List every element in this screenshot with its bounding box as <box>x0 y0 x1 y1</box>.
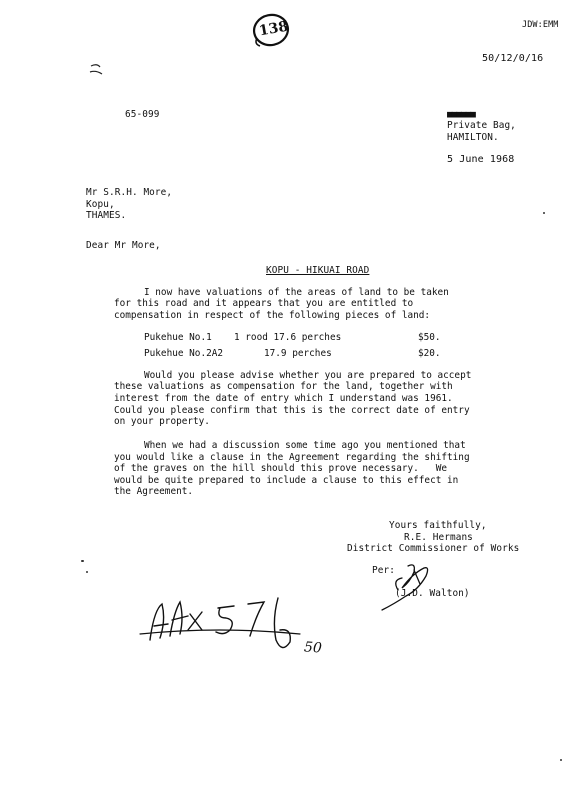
paragraph2-line5: on your property. <box>114 416 210 427</box>
valediction: Yours faithfully, <box>389 520 487 531</box>
scan-speck <box>86 571 88 573</box>
scan-speck <box>560 759 562 761</box>
recipient-line1: Kopu, <box>86 199 115 210</box>
file-number: 50/12/0/16 <box>482 53 544 64</box>
subject-heading: KOPU - HIKUAI ROAD <box>266 265 370 276</box>
paragraph3-line5: the Agreement. <box>114 486 194 497</box>
scan-speck <box>543 212 545 214</box>
handwritten-annotation-icon <box>140 590 360 665</box>
paragraph1-line1: I now have valuations of the areas of land to be taken <box>144 287 449 298</box>
land-item-block: Pukehue No.1 <box>144 332 212 343</box>
letter-date: 5 June 1968 <box>447 154 515 165</box>
recipient-line2: THAMES. <box>86 210 127 221</box>
stamp-number: 138 <box>257 18 290 40</box>
salutation: Dear Mr More, <box>86 240 161 251</box>
address-line2: HAMILTON. <box>447 132 499 143</box>
commissioner-title: District Commissioner of Works <box>347 543 520 554</box>
paragraph2-line4: Could you please confirm that this is the correct date of entry <box>114 405 470 416</box>
paragraph3-line3: of the graves on the hill should this prove necessary. We <box>114 463 448 474</box>
margin-mark-icon <box>88 62 108 82</box>
address-line1: Private Bag, <box>447 120 516 131</box>
paragraph1-line2: for this road and it appears that you are entitled to <box>114 298 414 309</box>
signature-icon <box>372 560 442 620</box>
paragraph3-line2: you would like a clause in the Agreement regarding the shifting <box>114 452 470 463</box>
handwritten-number: 50 <box>303 639 323 657</box>
scan-speck <box>81 560 84 562</box>
per-label: Per: <box>372 565 395 576</box>
paragraph2-line2: these valuations as compensation for the land, together with <box>114 381 453 392</box>
circled-stamp <box>250 10 290 50</box>
land-item-area: 17.9 perches <box>264 348 332 359</box>
paragraph3-line1: When we had a discussion some time ago you mentioned that <box>144 440 466 451</box>
our-reference: 65-099 <box>125 109 160 120</box>
paragraph2-line1: Would you please advise whether you are prepared to accept <box>144 370 472 381</box>
land-item-value: $50. <box>418 332 441 343</box>
land-item-block: Pukehue No.2A2 <box>144 348 224 359</box>
paragraph2-line3: interest from the date of entry which I understand was 1961. <box>114 393 453 404</box>
signatory-name: (J.D. Walton) <box>395 588 470 599</box>
recipient-name: Mr S.R.H. More, <box>86 187 173 198</box>
land-item-value: $20. <box>418 348 441 359</box>
paragraph1-line3: compensation in respect of the following pieces of land: <box>114 310 431 321</box>
commissioner-name: R.E. Hermans <box>404 532 473 543</box>
paragraph3-line4: would be quite prepared to include a clause to this effect in <box>114 475 459 486</box>
reference-initials: JDW:EMM <box>522 20 559 30</box>
redacted-address: ■■■■■■ <box>447 109 475 120</box>
land-item-area: 1 rood 17.6 perches <box>234 332 342 343</box>
